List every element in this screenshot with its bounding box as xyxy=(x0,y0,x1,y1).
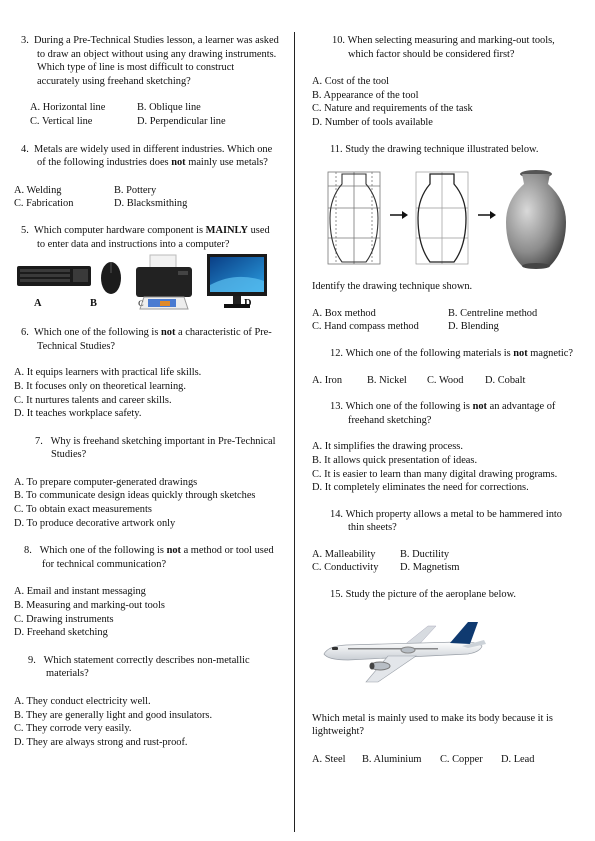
question-6-stem: 6. Which one of the following is not a characteristic of Pre-Technical Studies? xyxy=(21,327,272,352)
label-d: D xyxy=(244,298,252,310)
question-12 xyxy=(312,347,580,387)
question-7-stem: 7. Why is freehand sketching important in Pre-Technical Studies? xyxy=(35,435,276,461)
question-3 xyxy=(14,34,279,129)
question-14-options xyxy=(312,548,580,575)
question-9-stem: 9. Which statement correctly describes non-metallic materials? xyxy=(28,654,250,680)
question-11-stem: 11. Study the drawing technique illustrated below. xyxy=(330,143,539,155)
label-b: B xyxy=(90,298,97,310)
option-c[interactable]: C. Fabrication xyxy=(14,198,74,210)
option-c[interactable]: C. They corrode very easily. xyxy=(14,723,132,735)
question-5-stem: 5. Which computer hardware component is MAINLY used to enter data and instructions into a computer? xyxy=(21,224,270,250)
option-b[interactable]: B. They are generally light and good insulators. xyxy=(14,709,213,721)
question-15-options xyxy=(312,753,580,767)
option-a[interactable]: A. Horizontal line xyxy=(30,102,106,114)
option-c[interactable]: C. It nurtures talents and career skills. xyxy=(14,394,172,406)
option-b[interactable]: B. It focuses only on theoretical learning. xyxy=(14,380,186,392)
question-10-stem: 10. When selecting measuring and marking-out tools, which factor should be considered first? xyxy=(332,35,555,60)
question-11-options xyxy=(312,307,580,334)
question-10-options xyxy=(312,75,580,129)
option-a[interactable]: A. Steel xyxy=(312,753,346,765)
aeroplane-figure xyxy=(312,602,580,710)
option-d[interactable]: D. They are always strong and rust-proof. xyxy=(14,736,188,748)
question-12-options xyxy=(312,374,580,388)
question-5 xyxy=(14,224,279,315)
question-9 xyxy=(14,654,279,750)
question-13 xyxy=(312,400,580,495)
option-d[interactable]: D. It completely eliminates the need for corrections. xyxy=(312,482,529,494)
keyboard-icon xyxy=(16,265,92,287)
option-b[interactable]: B. Nickel xyxy=(367,374,407,386)
option-c[interactable]: C. Conductivity xyxy=(312,562,379,574)
question-10 xyxy=(312,34,580,130)
option-a[interactable]: A. Malleability xyxy=(312,548,376,560)
option-d[interactable]: D. It teaches workplace safety. xyxy=(14,408,142,420)
option-c[interactable]: C. Vertical line xyxy=(30,115,93,127)
left-column xyxy=(14,34,279,749)
option-b[interactable]: B. Pottery xyxy=(114,184,157,196)
question-7 xyxy=(14,435,279,531)
question-6-options xyxy=(14,366,279,420)
option-d[interactable]: D. Cobalt xyxy=(485,374,526,386)
question-15-prompt: Which metal is mainly used to make its body because it is lightweight? xyxy=(312,712,553,738)
option-a[interactable]: A. It equips learners with practical life skills. xyxy=(14,367,202,379)
question-3-stem: 3. During a Pre-Technical Studies lesson, a learner was asked to draw an object without using any drawing instruments. Which type of line is most difficult to construct accurately using freehand sketching? xyxy=(21,35,279,87)
question-4-stem: 4. Metals are widely used in different industries. Which one of the following industries does not mainly use metals? xyxy=(21,143,273,169)
option-d[interactable]: D. Number of tools available xyxy=(312,116,433,128)
option-d[interactable]: D. To produce decorative artwork only xyxy=(14,517,176,529)
label-a: A xyxy=(34,298,42,310)
option-c[interactable]: C. Hand compass method xyxy=(312,321,419,333)
question-8 xyxy=(14,544,279,640)
option-d[interactable]: D. Blacksmithing xyxy=(114,198,188,210)
vase-icon xyxy=(500,166,572,270)
question-6 xyxy=(14,326,279,421)
option-c[interactable]: C. It is easier to learn than many digital drawing programs. xyxy=(312,468,558,480)
question-12-stem: 12. Which one of the following materials is not magnetic? xyxy=(330,347,573,359)
label-c: C xyxy=(138,299,144,309)
computer-components-figure xyxy=(14,253,279,315)
arrow-right-icon xyxy=(390,210,408,220)
column-divider xyxy=(294,32,295,832)
question-4-options xyxy=(14,184,279,211)
option-a[interactable]: A. Email and instant messaging xyxy=(14,586,146,598)
vase-icon xyxy=(322,168,386,268)
right-column xyxy=(312,34,580,766)
mouse-icon xyxy=(100,259,122,295)
option-a[interactable]: A. Welding xyxy=(14,184,62,196)
option-b[interactable]: B. Aluminium xyxy=(362,753,422,765)
question-9-options xyxy=(14,695,279,749)
question-11 xyxy=(312,143,580,334)
question-3-options xyxy=(14,101,279,128)
vase-drawing-figure xyxy=(312,164,580,274)
question-13-stem: 13. Which one of the following is not an advantage of freehand sketching? xyxy=(330,401,556,426)
option-b[interactable]: B. Appearance of the tool xyxy=(312,89,419,101)
vase-icon xyxy=(410,168,474,268)
question-11-prompt: Identify the drawing technique shown. xyxy=(312,281,473,293)
option-a[interactable]: A. Iron xyxy=(312,374,343,386)
option-c[interactable]: C. Wood xyxy=(427,374,464,386)
option-a[interactable]: A. To prepare computer-generated drawings xyxy=(14,476,198,488)
option-c[interactable]: C. Copper xyxy=(440,753,483,765)
option-d[interactable]: D. Magnetism xyxy=(400,562,460,574)
option-c[interactable]: C. To obtain exact measurements xyxy=(14,504,152,516)
aeroplane-icon xyxy=(318,620,488,690)
option-b[interactable]: B. Centreline method xyxy=(448,307,538,319)
question-8-options xyxy=(14,585,279,639)
option-b[interactable]: B. Measuring and marking-out tools xyxy=(14,600,165,612)
option-d[interactable]: D. Lead xyxy=(501,753,535,765)
question-15 xyxy=(312,588,580,766)
option-b[interactable]: B. It allows quick presentation of ideas. xyxy=(312,454,478,466)
option-d[interactable]: D. Freehand sketching xyxy=(14,627,108,639)
option-a[interactable]: A. They conduct electricity well. xyxy=(14,696,151,707)
option-c[interactable]: C. Nature and requirements of the task xyxy=(312,103,473,115)
monitor-icon xyxy=(206,253,268,311)
question-14-stem: 14. Which property allows a metal to be hammered into thin sheets? xyxy=(330,508,562,534)
question-15-stem: 15. Study the picture of the aeroplane below. xyxy=(330,589,517,601)
option-d[interactable]: D. Perpendicular line xyxy=(137,115,226,127)
question-14 xyxy=(312,508,580,575)
question-8-stem: 8. Which one of the following is not a method or tool used for technical communication? xyxy=(24,545,274,570)
question-4 xyxy=(14,143,279,211)
option-a[interactable]: A. Box method xyxy=(312,307,376,319)
option-a[interactable]: A. Cost of the tool xyxy=(312,76,390,88)
option-b[interactable]: B. Oblique line xyxy=(137,102,201,114)
option-c[interactable]: C. Drawing instruments xyxy=(14,613,114,625)
question-7-options xyxy=(14,476,279,530)
option-d[interactable]: D. Blending xyxy=(448,321,499,333)
option-b[interactable]: B. Ductility xyxy=(400,548,450,560)
option-a[interactable]: A. It simplifies the drawing process. xyxy=(312,441,463,453)
question-13-options xyxy=(312,440,580,494)
option-b[interactable]: B. To communicate design ideas quickly through sketches xyxy=(14,490,256,502)
arrow-right-icon xyxy=(478,210,496,220)
